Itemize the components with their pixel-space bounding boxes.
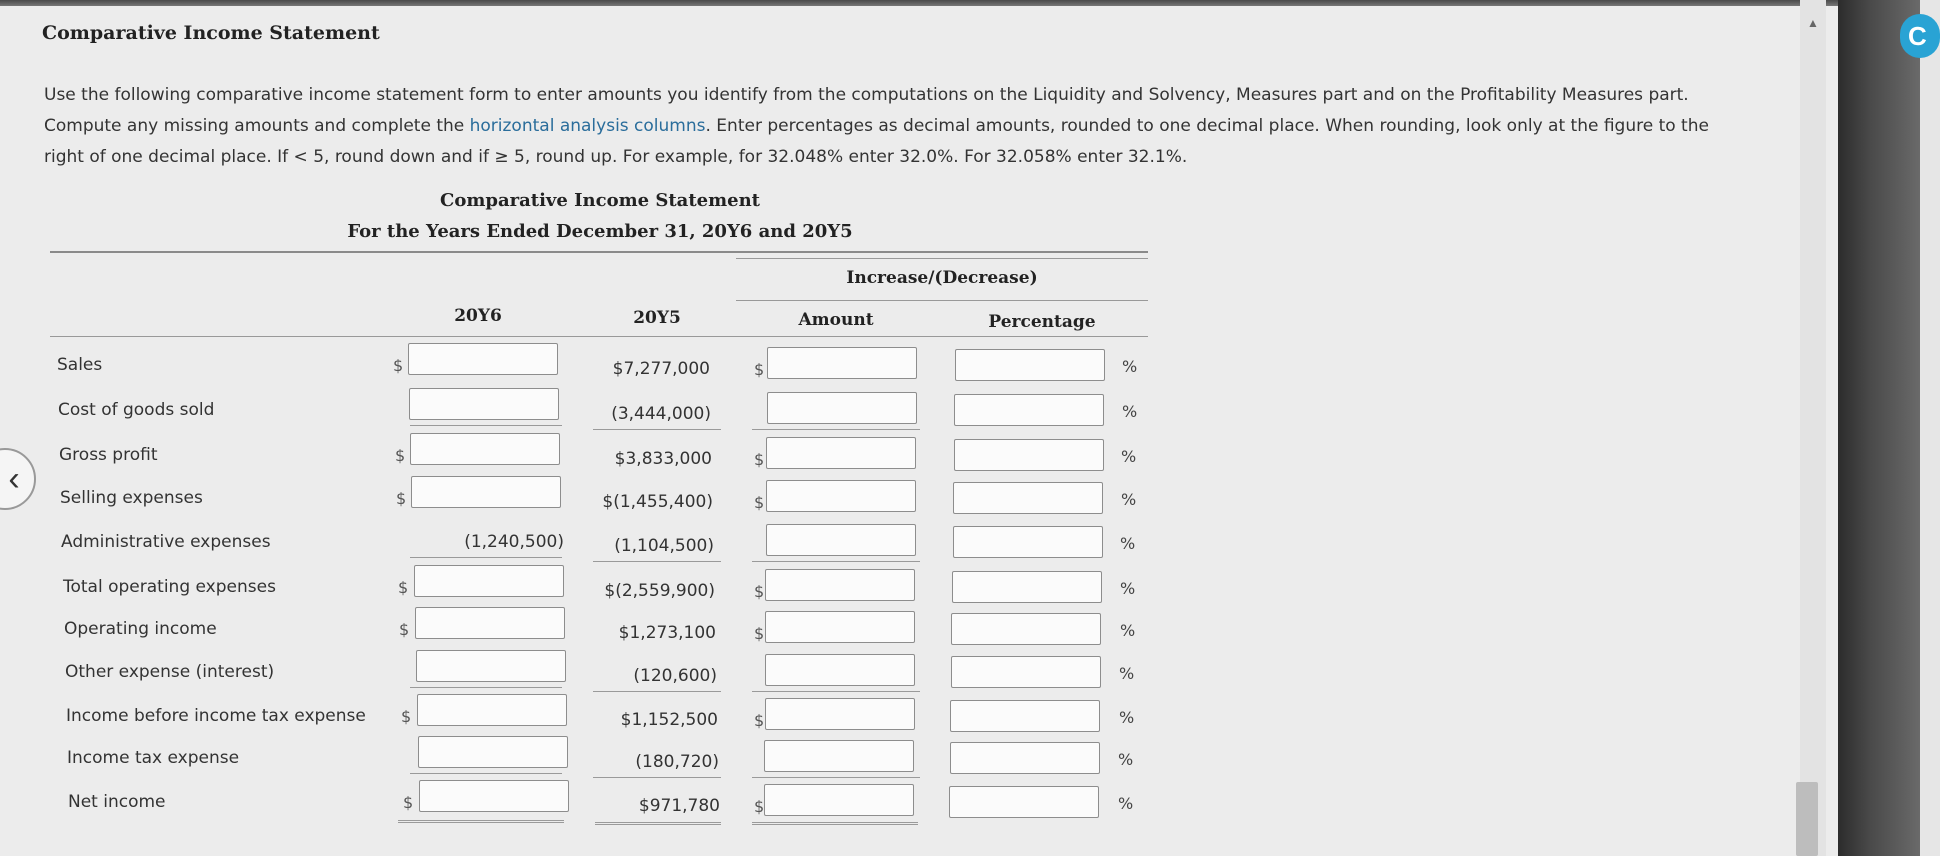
input-increase-amount[interactable]: [765, 654, 915, 686]
subtotal-underline: [593, 429, 721, 430]
subtotal-underline: [410, 425, 562, 426]
value-20y5: (1,104,500): [614, 536, 714, 556]
page-title: Comparative Income Statement: [42, 22, 380, 44]
input-20y6[interactable]: [419, 780, 569, 812]
input-increase-amount[interactable]: [766, 480, 916, 512]
value-20y5: $1,273,100: [618, 623, 716, 643]
input-increase-amount[interactable]: [766, 437, 916, 469]
value-20y5: $(1,455,400): [602, 492, 713, 512]
net-income-double-underline: [398, 820, 564, 823]
input-increase-amount[interactable]: [767, 392, 917, 424]
percent-sign: %: [1122, 357, 1138, 376]
chevron-left-icon: ‹: [8, 460, 20, 498]
side-panel-button[interactable]: C: [1900, 14, 1940, 58]
row-label: Income before income tax expense: [66, 706, 366, 726]
header-rule: [50, 251, 1148, 253]
subtotal-underline: [752, 691, 920, 692]
value-20y6: (1,240,500): [464, 532, 564, 552]
col-20y6-header: 20Y6: [454, 306, 502, 326]
dollar-sign-20y6: $: [399, 620, 410, 639]
input-20y6[interactable]: [415, 607, 565, 639]
instructions-line-2: [44, 111, 1824, 142]
instructions: [44, 80, 1824, 173]
dollar-sign-amount: $: [754, 711, 765, 730]
percent-sign: %: [1122, 402, 1138, 421]
percent-sign: %: [1119, 664, 1135, 683]
dollar-sign-amount: $: [754, 797, 765, 816]
dollar-sign-amount: $: [754, 360, 765, 379]
group-rule-bottom: [736, 300, 1148, 301]
input-increase-percentage[interactable]: [953, 482, 1103, 514]
subtotal-underline: [410, 773, 562, 774]
value-20y5: $971,780: [638, 796, 720, 816]
increase-decrease-header: Increase/(Decrease): [846, 268, 1038, 288]
value-20y5: (3,444,000): [611, 404, 711, 424]
percent-sign: %: [1120, 621, 1136, 640]
horizontal-analysis-link[interactable]: horizontal analysis columns: [469, 116, 706, 136]
dollar-sign-20y6: $: [401, 707, 412, 726]
col-amount-header: Amount: [798, 310, 874, 330]
subtotal-underline: [752, 777, 920, 778]
dollar-sign-amount: $: [754, 493, 765, 512]
subtotal-underline: [410, 687, 562, 688]
subtotal-underline: [593, 691, 721, 692]
value-20y5: $(2,559,900): [604, 581, 715, 601]
dollar-sign-20y6: $: [395, 446, 406, 465]
input-increase-amount[interactable]: [765, 611, 915, 643]
row-label: Operating income: [64, 619, 217, 639]
instructions-line-3: right of one decimal place. If < 5, round down and if ≥ 5, round up. For example, for 32.048% enter 32.0%. For 32.058% enter 32.1%.: [44, 147, 1188, 167]
percent-sign: %: [1118, 794, 1134, 813]
input-increase-percentage[interactable]: [955, 349, 1105, 381]
dollar-sign-20y6: $: [398, 578, 409, 597]
col-percentage-header: Percentage: [988, 312, 1096, 332]
value-20y5: (120,600): [633, 666, 717, 686]
percent-sign: %: [1119, 708, 1135, 727]
input-increase-percentage[interactable]: [953, 526, 1103, 558]
group-rule-top: [736, 258, 1148, 259]
percent-sign: %: [1121, 447, 1137, 466]
net-income-double-underline: [595, 822, 721, 825]
input-20y6[interactable]: [408, 343, 558, 375]
value-20y5: (180,720): [635, 752, 719, 772]
input-increase-percentage[interactable]: [950, 742, 1100, 774]
input-increase-percentage[interactable]: [954, 439, 1104, 471]
statement-subtitle: For the Years Ended December 31, 20Y6 and 20Y5: [347, 221, 853, 242]
row-label: Administrative expenses: [61, 532, 271, 552]
dollar-sign-amount: $: [754, 582, 765, 601]
row-label: Total operating expenses: [63, 577, 276, 597]
subtotal-underline: [410, 557, 562, 558]
percent-sign: %: [1121, 490, 1137, 509]
input-20y6[interactable]: [409, 388, 559, 420]
column-header-rule: [50, 336, 1148, 337]
value-20y5: $3,833,000: [614, 449, 712, 469]
scroll-up-arrow-icon[interactable]: ▲: [1807, 16, 1819, 30]
value-20y5: $1,152,500: [620, 710, 718, 730]
input-increase-percentage[interactable]: [949, 786, 1099, 818]
input-20y6[interactable]: [414, 565, 564, 597]
input-20y6[interactable]: [410, 433, 560, 465]
subtotal-underline: [593, 777, 721, 778]
row-label: Net income: [68, 792, 166, 812]
net-income-double-underline: [752, 822, 918, 825]
col-20y5-header: 20Y5: [633, 308, 681, 328]
subtotal-underline: [752, 561, 920, 562]
input-20y6[interactable]: [411, 476, 561, 508]
dollar-sign-20y6: $: [393, 356, 404, 375]
percent-sign: %: [1120, 579, 1136, 598]
input-increase-amount[interactable]: [764, 740, 914, 772]
row-label: Selling expenses: [60, 488, 203, 508]
percent-sign: %: [1120, 534, 1136, 553]
input-20y6[interactable]: [417, 694, 567, 726]
input-increase-percentage[interactable]: [954, 394, 1104, 426]
subtotal-underline: [752, 429, 920, 430]
dollar-sign-20y6: $: [396, 489, 407, 508]
instructions-text: Compute any missing amounts and complete the: [44, 116, 470, 136]
row-label: Cost of goods sold: [58, 400, 215, 420]
instructions-line-1: Use the following comparative income statement form to enter amounts you identify from the computations on the Liquidity and Solvency, Measures part and on the Profitability Measures part.: [44, 85, 1689, 105]
input-increase-amount[interactable]: [767, 347, 917, 379]
row-label: Other expense (interest): [65, 662, 275, 682]
percent-sign: %: [1118, 750, 1134, 769]
statement-title: Comparative Income Statement: [440, 190, 760, 211]
scrollbar-thumb[interactable]: [1796, 782, 1818, 856]
input-increase-amount[interactable]: [765, 698, 915, 730]
row-label: Gross profit: [59, 445, 158, 465]
window-edge: [1838, 0, 1920, 856]
dollar-sign-amount: $: [754, 624, 765, 643]
row-label: Income tax expense: [67, 748, 240, 768]
scrollbar[interactable]: [1800, 0, 1826, 856]
input-increase-amount[interactable]: [765, 569, 915, 601]
row-label: Sales: [57, 355, 103, 375]
input-increase-percentage[interactable]: [951, 613, 1101, 645]
input-increase-amount[interactable]: [766, 524, 916, 556]
input-increase-percentage[interactable]: [952, 571, 1102, 603]
subtotal-underline: [593, 561, 721, 562]
dollar-sign-amount: $: [754, 450, 765, 469]
input-20y6[interactable]: [416, 650, 566, 682]
input-20y6[interactable]: [418, 736, 568, 768]
instructions-text: . Enter percentages as decimal amounts, rounded to one decimal place. When rounding, look only at the figure to the: [705, 116, 1709, 136]
input-increase-percentage[interactable]: [950, 700, 1100, 732]
dollar-sign-20y6: $: [403, 793, 414, 812]
input-increase-amount[interactable]: [764, 784, 914, 816]
value-20y5: $7,277,000: [612, 359, 710, 379]
input-increase-percentage[interactable]: [951, 656, 1101, 688]
